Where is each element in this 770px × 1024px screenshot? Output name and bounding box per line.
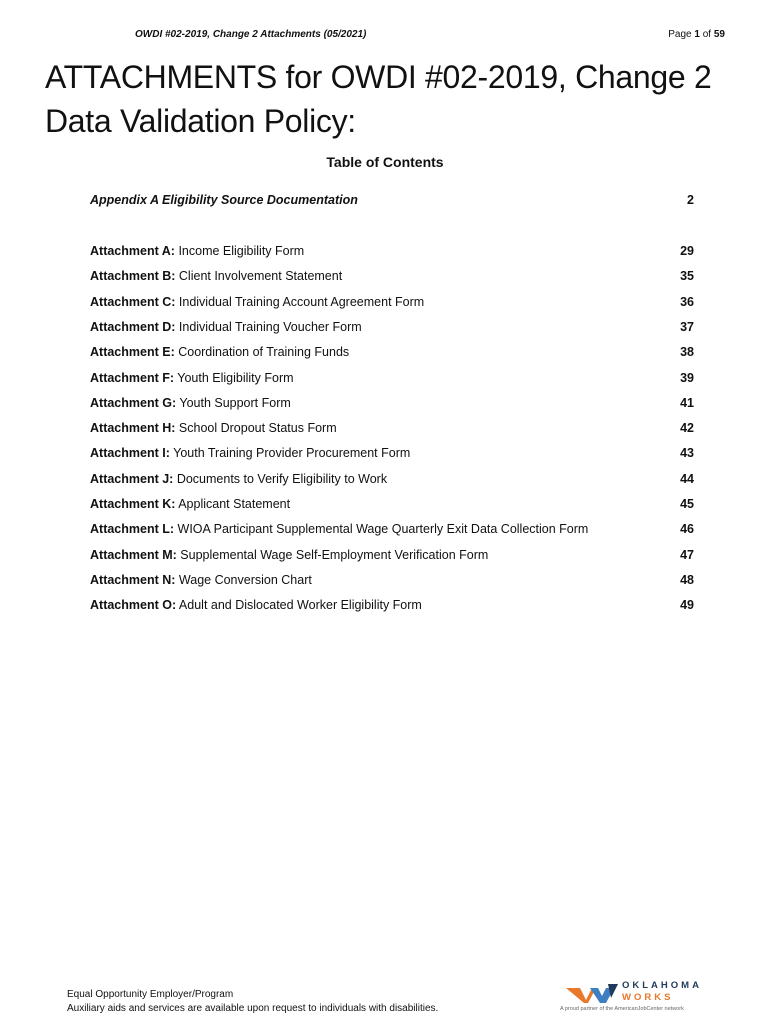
footer	[67, 988, 438, 1016]
toc-entry	[90, 269, 342, 283]
toc-entry-title: Individual Training Voucher Form	[178, 319, 362, 334]
toc-item[interactable]	[90, 371, 694, 385]
toc-item[interactable]	[90, 548, 694, 562]
toc-entry-page: 38	[680, 345, 694, 360]
toc-entry-title: WIOA Participant Supplemental Wage Quarterly Exit Data Collection Form	[177, 522, 589, 537]
toc-entry	[90, 446, 410, 460]
logo-tagline: A proud partner of the AmericanJobCenter network	[560, 1006, 684, 1012]
toc-entry-page: 35	[680, 269, 694, 284]
toc-entry-page: 47	[680, 547, 694, 562]
toc-entry	[90, 320, 362, 334]
toc-item[interactable]	[90, 295, 694, 309]
toc-item[interactable]	[90, 598, 694, 612]
toc-entry-title: Youth Eligibility Form	[177, 370, 294, 385]
document-title-line1: ATTACHMENTS for OWDI #02-2019, Change 2	[45, 59, 712, 95]
page-header-ref: OWDI #02-2019, Change 2 Attachments (05/2021)	[135, 29, 367, 40]
toc-entry-label: Attachment C:	[90, 294, 176, 309]
toc-entry-label: Attachment D:	[90, 319, 176, 334]
toc-entry	[90, 421, 337, 435]
toc-heading: Table of Contents	[326, 154, 444, 170]
toc-entry-page: 48	[680, 572, 694, 587]
page-number	[668, 29, 725, 40]
toc-item[interactable]	[90, 345, 694, 359]
toc-entry-label: Attachment E:	[90, 345, 175, 360]
toc-entry	[90, 295, 424, 309]
document-title-line2: Data Validation Policy:	[45, 103, 356, 139]
toc-item[interactable]	[90, 472, 694, 486]
toc-entry	[90, 371, 294, 385]
toc-entry-label: Attachment N:	[90, 572, 176, 587]
toc-entry	[90, 345, 349, 359]
toc-entry-page: 45	[680, 497, 694, 511]
page-current: 1	[694, 29, 700, 40]
toc-entry-page: 2	[687, 193, 694, 207]
page-prefix: Page	[668, 29, 692, 40]
logo-wordmark-line1: OKLAHOMA	[622, 980, 702, 991]
toc-entry	[90, 522, 588, 536]
document-title	[45, 55, 711, 143]
toc-entry-title: Documents to Verify Eligibility to Work	[176, 471, 388, 486]
toc-entry-title: School Dropout Status Form	[178, 421, 337, 436]
toc-item[interactable]	[90, 573, 694, 587]
toc-entry-page: 44	[680, 471, 694, 486]
toc-entry-title: Income Eligibility Form	[178, 244, 305, 258]
toc-entry	[90, 244, 304, 258]
toc-entry	[90, 497, 290, 511]
toc-entry-page: 49	[680, 598, 694, 613]
toc-entry-page: 46	[680, 522, 694, 537]
toc-entry-title: Supplemental Wage Self-Employment Verification Form	[180, 547, 489, 562]
toc-entry-title: Client Involvement Statement	[178, 269, 343, 284]
footer-eeo-text: Equal Opportunity Employer/Program	[67, 989, 234, 1000]
toc-item[interactable]	[90, 497, 694, 511]
toc-entry-label: Attachment J:	[90, 471, 174, 486]
toc-entry-title: Wage Conversion Chart	[178, 572, 312, 587]
toc-entry	[90, 548, 488, 562]
toc-entry-page: 37	[680, 319, 694, 334]
toc-entry-title: Applicant Statement	[178, 497, 291, 511]
toc-item[interactable]	[90, 244, 694, 258]
toc-item[interactable]	[90, 522, 694, 536]
toc-entry-label: Attachment L:	[90, 522, 175, 537]
toc-entry-title: Youth Support Form	[179, 395, 291, 410]
toc-appendix-entry[interactable]	[90, 193, 694, 207]
toc-item[interactable]	[90, 320, 694, 334]
toc-entry-label: Appendix A Eligibility Source Documentation	[90, 193, 358, 207]
toc-entry-label: Attachment H:	[90, 421, 176, 436]
page-total: 59	[713, 29, 725, 40]
footer-accessibility-text: Auxiliary aids and services are available upon request to individuals with disabilities.	[67, 1003, 439, 1014]
toc-item[interactable]	[90, 446, 694, 460]
toc-entry-page: 39	[680, 370, 694, 385]
toc-entry	[90, 598, 422, 612]
logo-wordmark-line2: WORKS	[622, 992, 674, 1003]
toc-entry-label: Attachment F:	[90, 370, 175, 385]
toc-entry-page: 36	[680, 294, 694, 309]
toc-entry-label: Attachment O:	[90, 598, 177, 613]
toc-entry-title: Youth Training Provider Procurement Form	[173, 446, 411, 461]
toc-entry-title: Coordination of Training Funds	[178, 345, 350, 360]
toc-entry-label: Attachment M:	[90, 547, 177, 562]
toc-entry-label: Attachment A:	[90, 244, 175, 258]
toc-entry-label: Attachment K:	[90, 497, 176, 511]
logo-wordmark	[622, 980, 702, 1004]
toc-entry-title: Individual Training Account Agreement Form	[178, 294, 425, 309]
toc-item[interactable]	[90, 396, 694, 410]
toc-entry	[90, 472, 387, 486]
toc-entry-label: Attachment G:	[90, 395, 177, 410]
toc-entry-label: Attachment I:	[90, 446, 170, 461]
page-of: of	[702, 29, 712, 40]
toc-entry-title: Adult and Dislocated Worker Eligibility Form	[178, 598, 422, 613]
toc-item[interactable]	[90, 269, 694, 283]
toc-entry	[90, 573, 312, 587]
toc-entry	[90, 396, 291, 410]
oklahoma-works-logo	[560, 980, 720, 1016]
toc-item[interactable]	[90, 421, 694, 435]
toc-entry-page: 41	[680, 395, 694, 410]
oklahoma-works-mark-icon	[566, 982, 618, 1004]
toc-entry-page: 43	[680, 446, 694, 461]
toc-entry-page: 29	[680, 244, 694, 258]
toc-entry-label: Attachment B:	[90, 269, 176, 284]
toc-entry-page: 42	[680, 421, 694, 436]
